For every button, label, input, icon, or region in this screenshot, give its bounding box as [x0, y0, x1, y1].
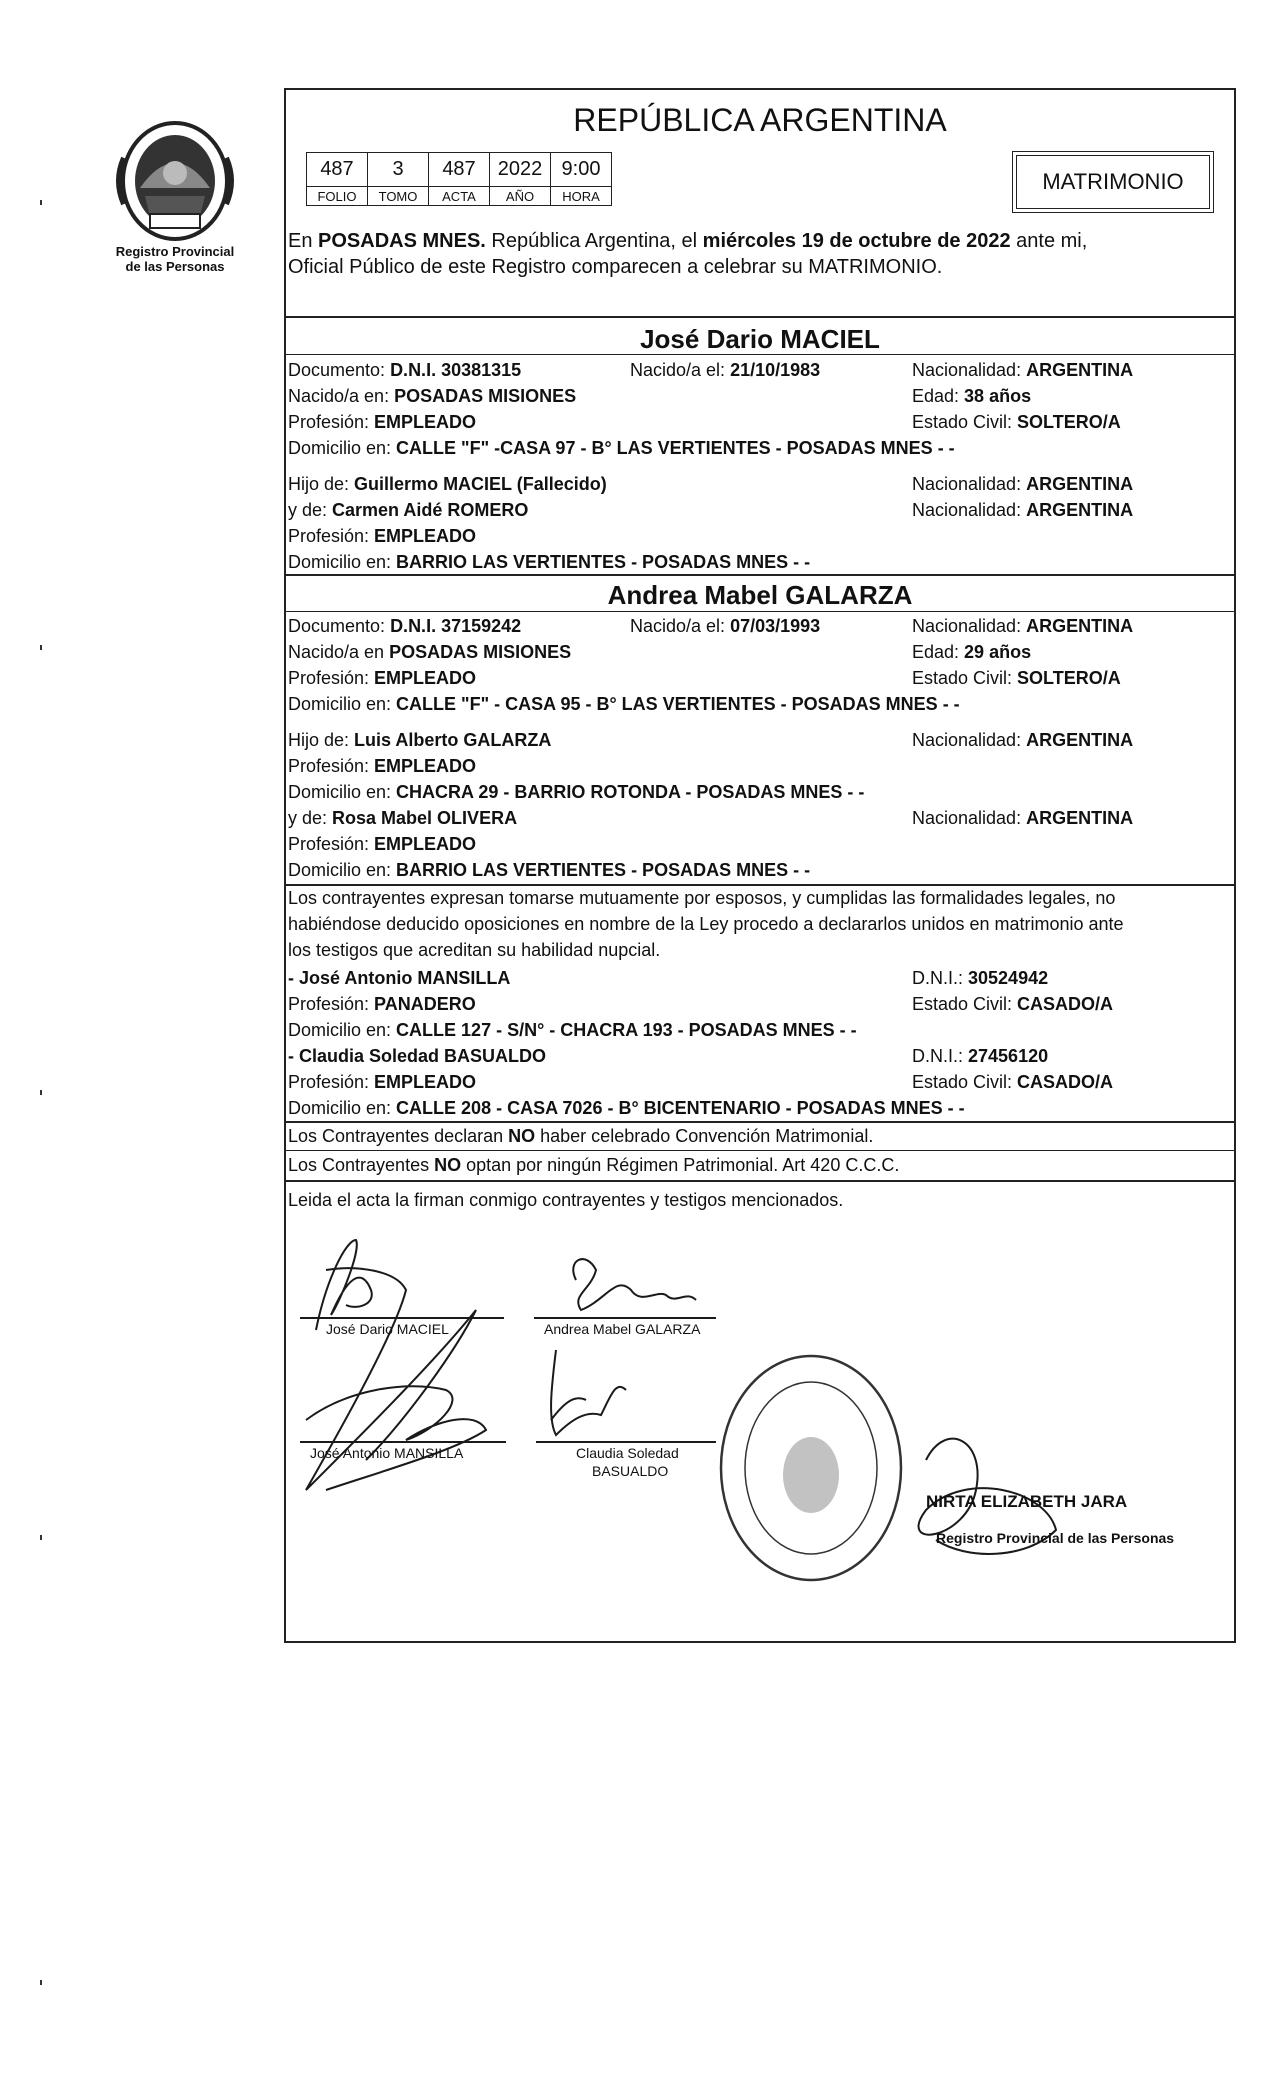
value: ARGENTINA	[1026, 474, 1134, 494]
hour-value: 9:00	[551, 153, 612, 187]
value: CASADO/A	[1017, 1072, 1114, 1092]
text: optan por ningún Régimen Patrimonial. Art 420 C.C.C.	[461, 1155, 900, 1175]
value: BARRIO LAS VERTIENTES - POSADAS MNES - -	[396, 552, 811, 572]
label: Estado Civil:	[912, 412, 1018, 432]
label: Nacido/a en	[288, 642, 390, 662]
label: Estado Civil:	[912, 994, 1018, 1014]
margin-mark	[40, 1980, 42, 1985]
label: Nacionalidad:	[912, 500, 1027, 520]
text: Los Contrayentes	[288, 1155, 435, 1175]
value: BARRIO LAS VERTIENTES - POSADAS MNES - -	[396, 860, 811, 880]
label: Edad:	[912, 642, 965, 662]
intro-text: ante mi,	[1010, 230, 1088, 252]
value: PANADERO	[374, 994, 476, 1014]
year-label: AÑO	[490, 187, 551, 206]
intro-text: En	[288, 230, 319, 252]
value: CHACRA 29 - BARRIO ROTONDA - POSADAS MNES - -	[396, 782, 865, 802]
acta-label: ACTA	[429, 187, 490, 206]
label: Profesión:	[288, 412, 375, 432]
year-value: 2022	[490, 153, 551, 187]
official-round-stamp	[721, 1356, 901, 1580]
value: Rosa Mabel OLIVERA	[332, 808, 518, 828]
label: Profesión:	[288, 834, 375, 854]
negation: NO	[434, 1155, 462, 1175]
label: y de:	[288, 808, 333, 828]
value: EMPLEADO	[374, 756, 477, 776]
value: ARGENTINA	[1026, 360, 1134, 380]
tomo-value: 3	[368, 153, 429, 187]
value: POSADAS MISIONES	[394, 386, 577, 406]
value: D.N.I. 30381315	[390, 360, 522, 380]
value: - Claudia Soledad BASUALDO	[288, 1046, 547, 1066]
label: Hijo de:	[288, 730, 355, 750]
logo-caption-line2: de las Personas	[125, 259, 225, 274]
text: haber celebrado Convención Matrimonial.	[535, 1126, 874, 1146]
value: Luis Alberto GALARZA	[354, 730, 552, 750]
label: Nacionalidad:	[912, 360, 1027, 380]
official-role-stamp: Registro Provincial de las Personas	[936, 1530, 1175, 1546]
declaration-line1: Los contrayentes expresan tomarse mutuamente por esposos, y cumplidas las formalidades legales, no	[288, 888, 1116, 908]
intro-place: POSADAS MNES.	[318, 230, 486, 252]
label: Domicilio en:	[288, 694, 397, 714]
sig-jose-dario-maciel: José Dario MACIEL	[326, 1321, 449, 1337]
label: Domicilio en:	[288, 860, 397, 880]
value: 27456120	[968, 1046, 1049, 1066]
label: Domicilio en:	[288, 782, 397, 802]
registry-logo	[100, 118, 250, 274]
label: Nacionalidad:	[912, 474, 1027, 494]
label: Profesión:	[288, 526, 375, 546]
sig-claudia-basualdo-line1: Claudia Soledad	[576, 1445, 679, 1461]
official-name-stamp: NIRTA ELIZABETH JARA	[926, 1492, 1128, 1511]
label: D.N.I.:	[912, 968, 969, 988]
value: 07/03/1993	[730, 616, 821, 636]
label: Domicilio en:	[288, 1020, 397, 1040]
label: Domicilio en:	[288, 1098, 397, 1118]
value: CALLE "F" -CASA 97 - B° LAS VERTIENTES - POSADAS MNES - -	[396, 438, 955, 458]
negation: NO	[508, 1126, 536, 1146]
label: Nacionalidad:	[912, 616, 1027, 636]
value: SOLTERO/A	[1017, 412, 1121, 432]
value: D.N.I. 37159242	[390, 616, 522, 636]
value: ARGENTINA	[1026, 730, 1134, 750]
declaration-line3: los testigos que acreditan su habilidad nupcial.	[288, 940, 661, 960]
declaration-line2: habiéndose deducido oposiciones en nombre de la Ley procedo a declararlos unidos en matrimonio ante	[288, 914, 1124, 934]
label: Domicilio en:	[288, 438, 397, 458]
value: 38 años	[964, 386, 1032, 406]
folio-value: 487	[307, 153, 368, 187]
margin-mark	[40, 1090, 42, 1095]
value: EMPLEADO	[374, 1072, 477, 1092]
margin-mark	[40, 645, 42, 650]
value: CALLE "F" - CASA 95 - B° LAS VERTIENTES - POSADAS MNES - -	[396, 694, 960, 714]
label: Hijo de:	[288, 474, 355, 494]
value: EMPLEADO	[374, 412, 477, 432]
value: CALLE 208 - CASA 7026 - B° BICENTENARIO - POSADAS MNES - -	[396, 1098, 965, 1118]
signatures-drawing	[286, 90, 1234, 1641]
value: POSADAS MISIONES	[389, 642, 572, 662]
value: CASADO/A	[1017, 994, 1114, 1014]
value: 30524942	[968, 968, 1049, 988]
label: Documento:	[288, 616, 391, 636]
sig-jose-antonio-mansilla: José Antonio MANSILLA	[310, 1445, 464, 1461]
label: Nacido/a el:	[630, 616, 731, 636]
value: EMPLEADO	[374, 526, 477, 546]
marriage-certificate	[284, 88, 1236, 1643]
tomo-label: TOMO	[368, 187, 429, 206]
label: y de:	[288, 500, 333, 520]
margin-mark	[40, 1535, 42, 1540]
sig-andrea-mabel-galarza: Andrea Mabel GALARZA	[544, 1321, 701, 1337]
spouse2-name: Andrea Mabel GALARZA	[607, 580, 913, 610]
value: EMPLEADO	[374, 668, 477, 688]
label: Edad:	[912, 386, 965, 406]
value: CALLE 127 - S/N° - CHACRA 193 - POSADAS MNES - -	[396, 1020, 857, 1040]
label: Nacido/a en:	[288, 386, 395, 406]
intro-text: República Argentina, el	[485, 230, 703, 252]
label: Profesión:	[288, 1072, 375, 1092]
acta-value: 487	[429, 153, 490, 187]
label: Nacionalidad:	[912, 808, 1027, 828]
value: 29 años	[964, 642, 1032, 662]
spouse1-name: José Dario MACIEL	[640, 324, 880, 354]
document-type-box: MATRIMONIO	[1012, 151, 1214, 213]
label: Profesión:	[288, 668, 375, 688]
label: Profesión:	[288, 756, 375, 776]
value: Guillermo MACIEL (Fallecido)	[354, 474, 607, 494]
label: Estado Civil:	[912, 1072, 1018, 1092]
value: 21/10/1983	[730, 360, 821, 380]
folio-label: FOLIO	[307, 187, 368, 206]
provincial-seal-icon	[110, 118, 240, 244]
value: SOLTERO/A	[1017, 668, 1121, 688]
value: ARGENTINA	[1026, 616, 1134, 636]
margin-mark	[40, 200, 42, 205]
value: EMPLEADO	[374, 834, 477, 854]
label: Nacido/a el:	[630, 360, 731, 380]
closing-statement: Leida el acta la firman conmigo contrayentes y testigos mencionados.	[288, 1190, 844, 1210]
value: - José Antonio MANSILLA	[288, 968, 511, 988]
value: ARGENTINA	[1026, 500, 1134, 520]
label: Estado Civil:	[912, 668, 1018, 688]
logo-caption-line1: Registro Provincial	[115, 244, 235, 259]
intro-date: miércoles 19 de octubre de 2022	[702, 230, 1011, 252]
label: Nacionalidad:	[912, 730, 1027, 750]
value: Carmen Aidé ROMERO	[332, 500, 529, 520]
value: ARGENTINA	[1026, 808, 1134, 828]
label: D.N.I.:	[912, 1046, 969, 1066]
text: Los Contrayentes declaran	[288, 1126, 509, 1146]
intro-line2: Oficial Público de este Registro comparecen a celebrar su MATRIMONIO.	[288, 256, 943, 278]
label: Documento:	[288, 360, 391, 380]
label: Profesión:	[288, 994, 375, 1014]
hour-label: HORA	[551, 187, 612, 206]
sig-claudia-basualdo-line2: BASUALDO	[592, 1463, 669, 1479]
document-title: REPÚBLICA ARGENTINA	[573, 102, 947, 138]
label: Domicilio en:	[288, 552, 397, 572]
